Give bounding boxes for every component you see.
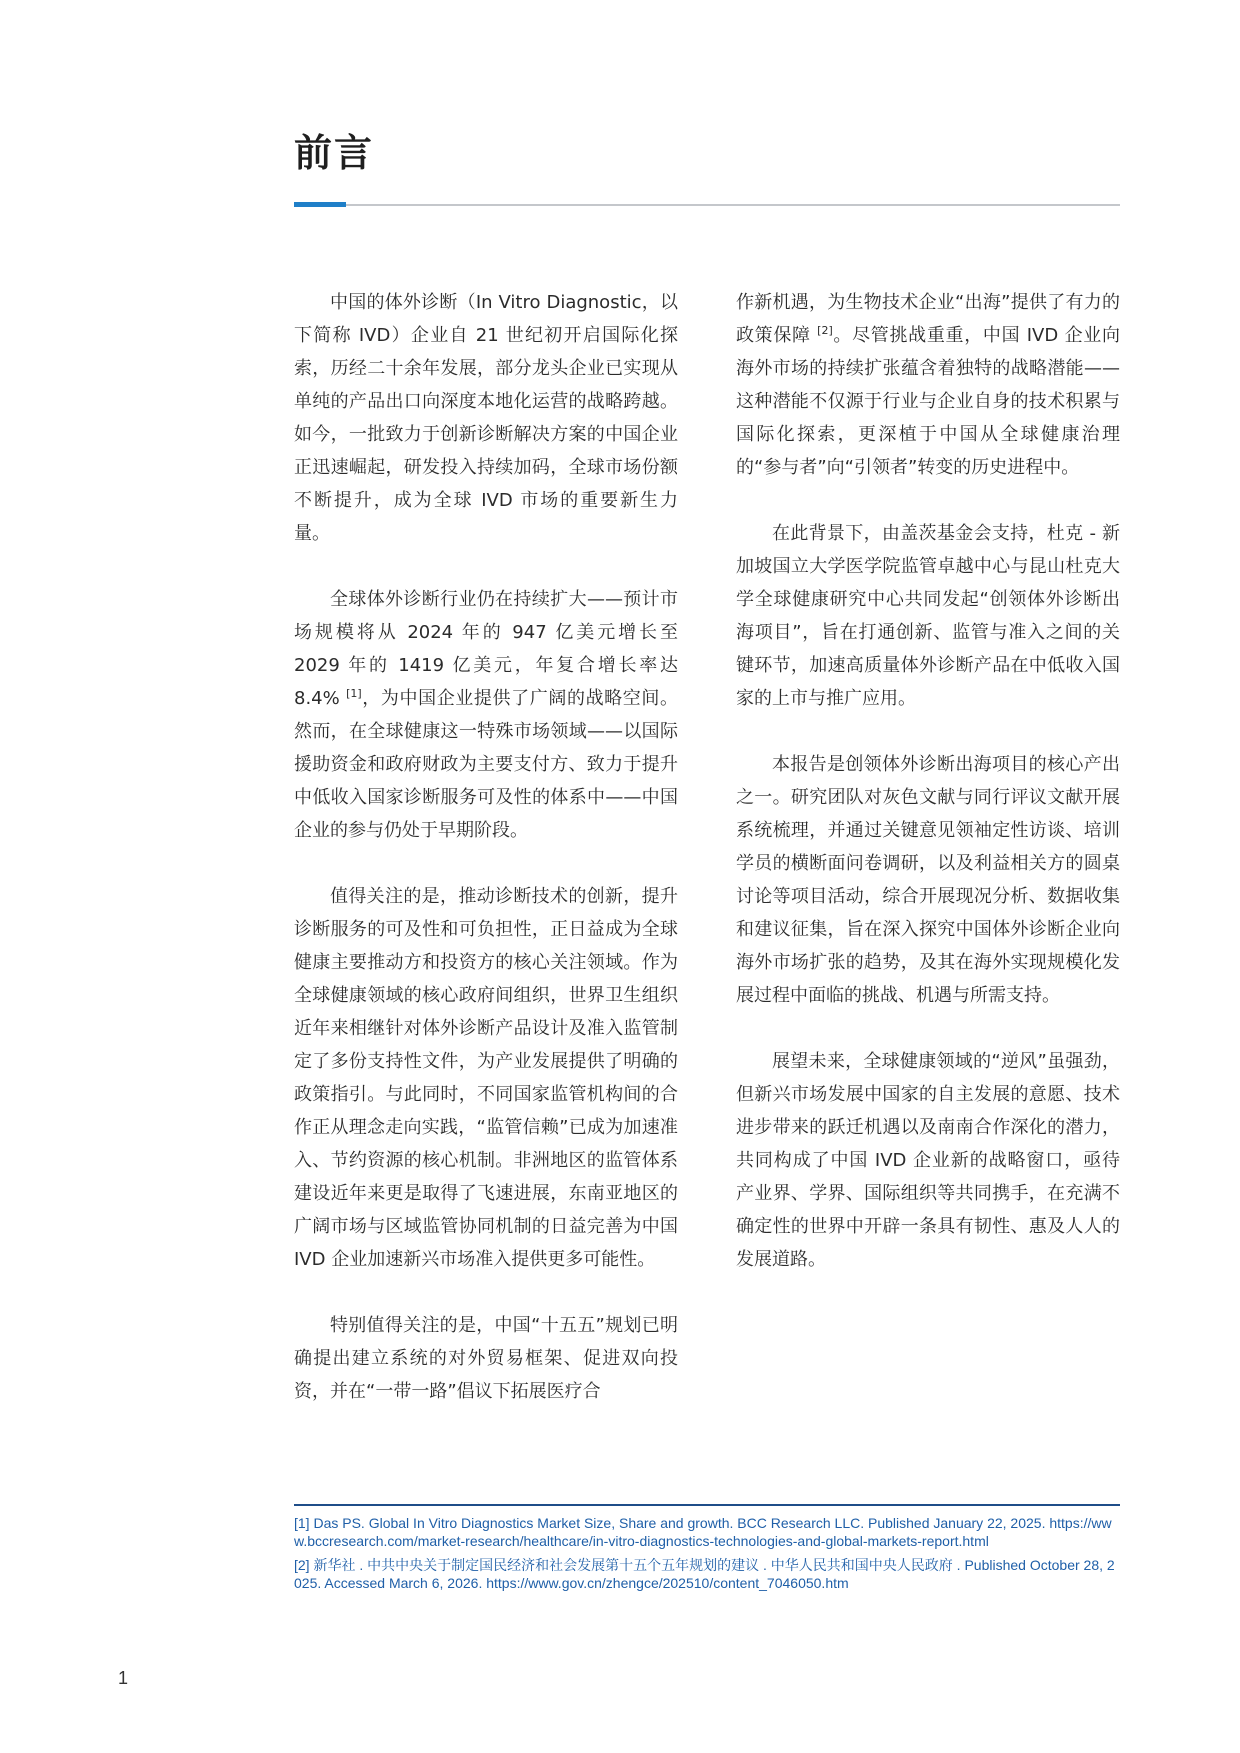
paragraph-regulation: 值得关注的是，推动诊断技术的创新，提升诊断服务的可及性和可负担性，正日益成为全球健康主要推动方和投资方的核心关注领域。作为全球健康领域的核心政府间组织，世界卫生组织近年来相继针对体外诊断产品设计及准入监管制定了多份支持性文件，为产业发展提供了明确的政策指引。与此同时，不同国家监管机构间的合作正从理念走向实践，“监管信赖”已成为加速准入、节约资源的核心机制。非洲地区的监管体系建设近年来更是取得了飞速进展，东南亚地区的广阔市场与区域监管协同机制的日益完善为中国 IVD 企业加速新兴市场准入提供更多可能性。 (294, 886, 678, 1270)
paragraph-intro: 中国的体外诊断（In Vitro Diagnostic，以下简称 IVD）企业自 21 世纪初开启国际化探索，历经二十余年发展，部分龙头企业已实现从单纯的产品出口向深度本地化运营的战略跨越。如今，一批致力于创新诊断解决方案的中国企业正迅速崛起，研发投入持续加码，全球市场份额不断提升，成为全球 IVD 市场的重要新生力量。 (294, 292, 678, 544)
footnote-2[interactable]: [2] 新华社 . 中共中央关于制定国民经济和社会发展第十五个五年规划的建议 . 中华人民共和国中央人民政府 . Published October 28, 2025. Accessed March 6, 2026. https://www.gov.cn/zhengce/202510/content_7046050.htm (294, 1557, 1115, 1591)
footnote-ref-1[interactable]: [1] (346, 687, 362, 700)
left-column (294, 286, 678, 1441)
title-divider-accent (294, 202, 346, 207)
footnote-divider (294, 1504, 1120, 1506)
paragraph-market-text-a: 全球体外诊断行业仍在持续扩大——预计市场规模将从 2024 年的 947 亿美元增长至 2029 年的 1419 亿美元，年复合增长率达 8.4% (294, 589, 678, 709)
paragraph-report: 本报告是创领体外诊断出海项目的核心产出之一。研究团队对灰色文献与同行评议文献开展系统梳理，并通过关键意见领袖定性访谈、培训学员的横断面问卷调研，以及利益相关方的圆桌讨论等项目活动，综合开展现况分析、数据收集和建议征集，旨在深入探究中国体外诊断企业向海外市场扩张的趋势，及其在海外实现规模化发展过程中面临的挑战、机遇与所需支持。 (736, 754, 1120, 1006)
paragraph-policy-text-a: 作新机遇，为生物技术企业“出海”提供了有力的政策保障 (736, 292, 1120, 346)
paragraph-background: 在此背景下，由盖茨基金会支持，杜克 - 新加坡国立大学医学院监管卓越中心与昆山杜克大学全球健康研究中心共同发起“创领体外诊断出海项目”，旨在打通创新、监管与准入之间的关键环节，加速高质量体外诊断产品在中低收入国家的上市与推广应用。 (736, 523, 1120, 709)
paragraph-policy-text-b: 。尽管挑战重重，中国 IVD 企业向海外市场的持续扩张蕴含着独特的战略潜能——这种潜能不仅源于行业与企业自身的技术积累与国际化探索，更深植于中国从全球健康治理的“参与者”向“引领者”转变的历史进程中。 (736, 325, 1120, 478)
paragraph-policy: 特别值得关注的是，中国“十五五”规划已明确提出建立系统的对外贸易框架、促进双向投资，并在“一带一路”倡议下拓展医疗合 (294, 1315, 678, 1402)
paragraph-outlook: 展望未来，全球健康领域的“逆风”虽强劲，但新兴市场发展中国家的自主发展的意愿、技术进步带来的跃迁机遇以及南南合作深化的潜力，共同构成了中国 IVD 企业新的战略窗口，亟待产业界、学界、国际组织等共同携手，在充满不确定性的世界中开辟一条具有韧性、惠及人人的发展道路。 (736, 1051, 1120, 1270)
footnote-ref-2[interactable]: [2] (817, 324, 833, 337)
paragraph-market-text-b: ，为中国企业提供了广阔的战略空间。然而，在全球健康这一特殊市场领域——以国际援助资金和政府财政为主要支付方、致力于提升中低收入国家诊断服务可及性的体系中——中国企业的参与仍处于早期阶段。 (294, 688, 678, 841)
right-column (736, 286, 1120, 1309)
footnote-1[interactable]: [1] Das PS. Global In Vitro Diagnostics Market Size, Share and growth. BCC Research LLC. Published January 22, 2025. https://www.bccresearch.com/market-research/healthcare/in-vitro-diagnostics-technologies-and-global-markets-report.html (294, 1515, 1112, 1549)
footnotes (294, 1514, 1120, 1598)
page-number: 1 (118, 1668, 129, 1688)
title-divider (294, 204, 1120, 206)
paragraph-policy-continued (736, 286, 1120, 484)
page-title: 前言 (294, 131, 375, 175)
paragraph-market (294, 583, 678, 847)
